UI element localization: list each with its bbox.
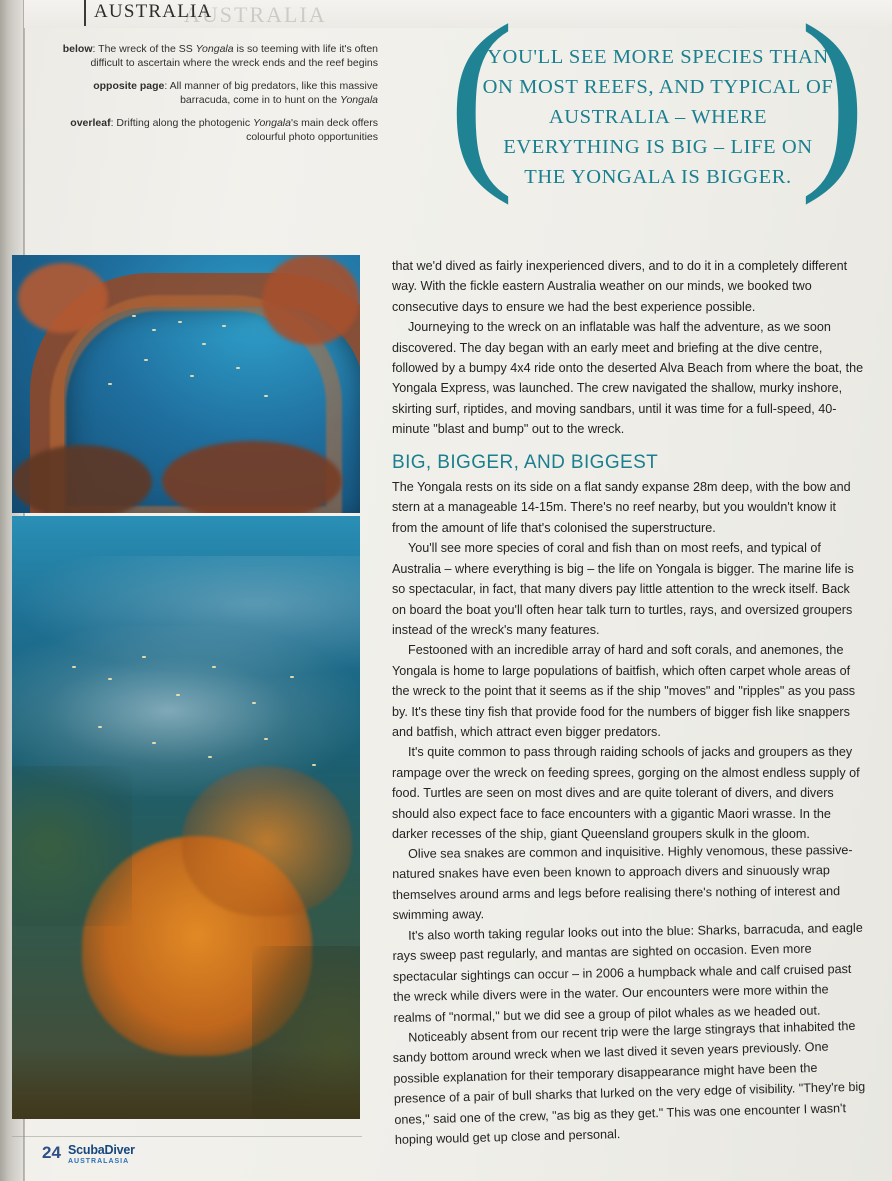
caption-opposite-italic: Yongala xyxy=(340,94,378,106)
photo-coral-right xyxy=(262,255,360,345)
body-paragraph-3: The Yongala rests on its side on a flat sandy expanse 28m deep, with the bow and stern at a manageable 14-15m. There's no reef nearby, but you wouldn't know it from the amount of life that's colonised the superstructure. xyxy=(392,480,851,535)
header-rule xyxy=(84,0,86,26)
header-kicker: AUSTRALIA xyxy=(94,1,213,22)
caption-overleaf xyxy=(62,116,378,144)
photo-fish-cloud-upper xyxy=(12,556,360,676)
pull-quote-open-paren: ( xyxy=(448,0,515,206)
pull-quote-block xyxy=(448,0,866,230)
magazine-logo xyxy=(68,1145,135,1167)
caption-opposite-label: opposite page xyxy=(93,80,165,92)
body-paragraph-8: It's also worth taking regular looks out into the blue: Sharks, barracuda, and eagle rays sweep past regularly, and mantas are sighted on occasion. Even more spectacular sightings can occur – in 2006 a humpback whale and calf cruised past the wreck while divers were in the water. Our encounters were more within the realms of "normal," but we did see a group of pilot whales as we headed out. xyxy=(392,920,863,1025)
body-subhead: BIG, BIGGER, AND BIGGEST xyxy=(392,451,659,473)
caption-opposite-page xyxy=(62,79,378,107)
pull-quote-close-paren: ) xyxy=(799,0,866,206)
body-paragraph-2: Journeying to the wreck on an inflatable was half the adventure, as we soon discovered. The day began with an early meet and briefing at the dive centre, followed by a bumpy 4x4 ride onto the deserted Alva Beach from where the boat, the Yongala Express, was launched. The crew navigated the shallow, murky inshore, skirting surf, riptides, and moving sandbars, until it was time for a full-speed, 40-minute "blast and bump" out to the wreck. xyxy=(392,320,864,437)
caption-block xyxy=(62,42,378,153)
caption-below-label: below xyxy=(62,43,93,55)
caption-overleaf-text: : Drifting along the photogenic xyxy=(110,117,254,129)
photo-reef-left xyxy=(12,766,132,926)
body-paragraph-5: Festooned with an incredible array of hard and soft corals, and anemones, the Yongala is home to large populations of baitfish, which often carpet whole areas of the wreck to the point that it seems as if the ship "moves" and "ripples" as you pass by. It's these tiny fish that provide food for the numbers of bigger fish like snappers and batfish, which attract even bigger predators. xyxy=(392,643,856,739)
pull-quote-text: YOU'LL SEE MORE SPECIES THAN ON MOST REEFS, AND TYPICAL OF AUSTRALIA – WHERE EVERYTHING IS BIG – LIFE ON THE YONGALA IS BIGGER. xyxy=(482,46,834,188)
photo-seabed-shadow xyxy=(12,1049,360,1119)
article-body-column xyxy=(392,256,864,1150)
photo-coral-bottom xyxy=(162,441,342,513)
caption-below-rest: is so teeming with life it's often difficult to ascertain where the wreck ends and the reef begins xyxy=(90,43,378,69)
magazine-logo-name: ScubaDiver xyxy=(68,1143,135,1157)
body-paragraph-6: It's quite common to pass through raiding schools of jacks and groupers as they rampage over the wreck on feeding sprees, gorging on the almost endless supply of food. Turtles are seen on most dives and are quite tolerant of divers, and divers should also expect face to face encounters with a gigantic Maori wrasse. In the darker recesses of the ship, giant Queensland groupers skulk in the gloom. xyxy=(392,745,860,841)
magazine-logo-region: AUSTRALASIA xyxy=(68,1158,130,1165)
header-kicker-ghost: AUSTRALIA xyxy=(184,2,327,27)
footer-divider xyxy=(12,1136,362,1137)
page-number: 24 xyxy=(42,1143,61,1162)
caption-opposite-text: : All manner of big predators, like this massive barracuda, come in to hunt on the xyxy=(164,80,378,106)
body-paragraph-1: that we'd dived as fairly inexperienced divers, and to do it in a completely different way. With the fickle eastern Australia weather on our minds, we booked two consecutive days to ensure we had the best experience possible. xyxy=(392,259,848,314)
photo-baitfish-school xyxy=(12,516,360,1119)
photo-coral-bottom-left xyxy=(12,445,152,513)
caption-overleaf-rest: 's main deck offers colourful photo opportunities xyxy=(246,117,378,143)
caption-below-italic: Yongala xyxy=(195,43,234,55)
body-paragraph-7: Olive sea snakes are common and inquisitive. Highly venomous, these passive-natured snakes have even been known to approach divers and sinuously wrap themselves around arms and legs before realising there's nothing of interest and swimming away. xyxy=(392,843,853,923)
caption-below-text: : The wreck of the SS xyxy=(92,43,196,55)
caption-overleaf-label: overleaf xyxy=(70,117,111,129)
photo-wreck-archway xyxy=(12,255,360,513)
body-paragraph-9: Noticeably absent from our recent trip were the large stingrays that inhabited the sandy bottom around wreck when we last dived it seven years previously. One possible explanation for their temporary disappearance might have been the presence of a pair of bull sharks that lurked on the very edge of visibility. "They're big ones," said one of the crew, "as big as they get." This was one encounter I wasn't hoping would get up close and personal. xyxy=(392,1018,866,1148)
photo-orange-coral-upper xyxy=(182,766,352,916)
photo-coral-left xyxy=(18,263,108,333)
caption-overleaf-italic: Yongala xyxy=(253,117,291,129)
caption-below xyxy=(62,42,378,70)
body-paragraph-4: You'll see more species of coral and fish than on most reefs, and typical of Australia – where everything is big – the life on Yongala is bigger. The marine life is so spectacular, in fact, that many divers pay little attention to the wreck itself. Back on board the boat you'll often hear talk turn to turtles, rays, and oversized groupers instead of the wreck's many features. xyxy=(392,541,854,637)
